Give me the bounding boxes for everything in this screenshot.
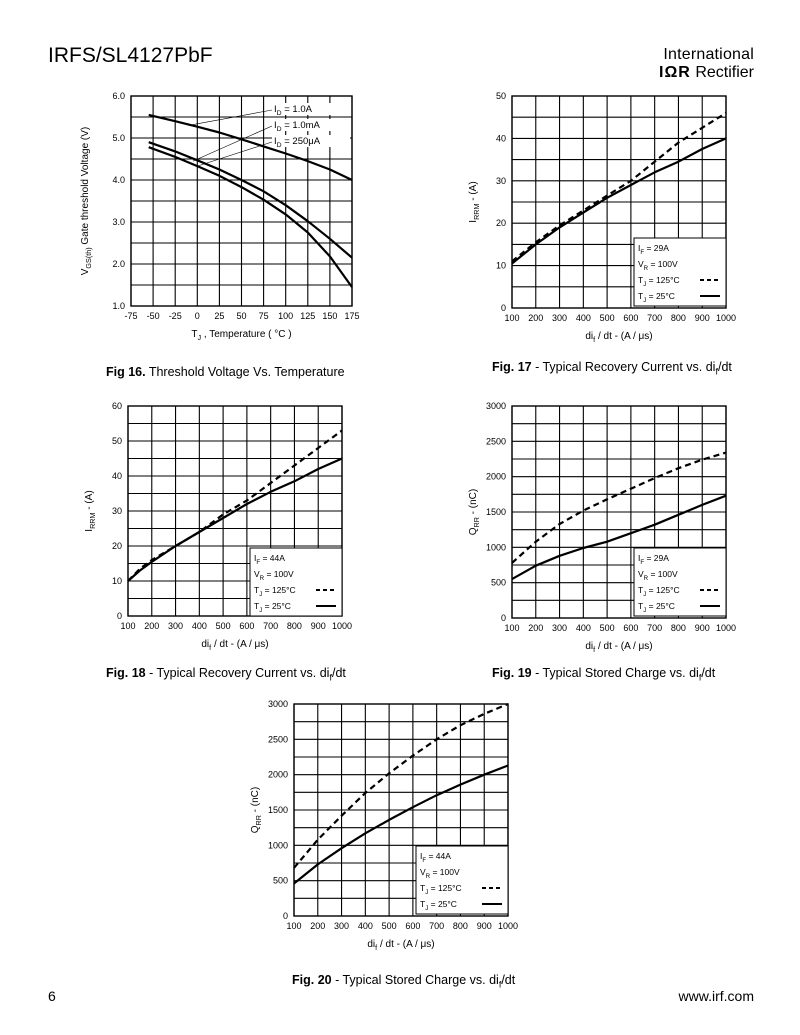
caption-fig17-sub: f (715, 366, 718, 377)
chart-fig19 (460, 396, 750, 661)
fig18-xtick-label: 500 (215, 621, 231, 631)
chart-fig17 (460, 86, 750, 351)
fig19-ytick-label: 1000 (485, 542, 506, 553)
fig19-ylabel: $Q_{RR} - (nC)$ (468, 488, 481, 536)
fig17-ytick-label: 50 (495, 91, 506, 101)
fig20-xtick-label: 700 (429, 921, 445, 931)
fig18-xtick-label: 900 (310, 621, 326, 631)
chart-fig16 (76, 86, 366, 346)
fig18-legend-entry-2: $T_J = 125^\circ C$ (254, 585, 296, 598)
fig16-xtick-label: 100 (278, 311, 294, 321)
fig18-ytick-label: 50 (111, 436, 122, 446)
brand-line1: International (663, 46, 754, 63)
fig20-legend-entry-3: $T_J = 25^\circ C$ (420, 899, 457, 912)
fig17-legend-entry-3: $T_J = 25^\circ C$ (638, 291, 675, 304)
caption-fig19-end: /dt (701, 666, 716, 680)
caption-fig18-text: - Typical Recovery Current vs. di (145, 666, 330, 680)
fig17-xtick-label: 200 (528, 313, 544, 323)
fig16-xtick-label: -25 (168, 311, 182, 321)
fig19-ytick-label: 2000 (485, 471, 506, 482)
fig18-legend-entry-3: $T_J = 25^\circ C$ (254, 601, 291, 614)
fig18-xtick-label: 100 (120, 621, 136, 631)
fig19-xtick-label: 300 (552, 623, 568, 633)
fig18-ytick-label: 10 (111, 576, 122, 586)
caption-fig20-end: /dt (501, 973, 516, 987)
fig17-xtick-label: 500 (599, 313, 615, 323)
fig20-xtick-label: 100 (286, 921, 302, 931)
fig17-xtick-label: 1000 (715, 313, 737, 323)
fig16-ytick-label: 1.0 (112, 301, 125, 311)
fig19-legend-entry-3: $T_J = 25^\circ C$ (638, 601, 675, 614)
caption-fig20-prefix: Fig. 20 (292, 973, 332, 987)
caption-fig17 (492, 360, 732, 377)
page-number: 6 (48, 988, 56, 1004)
fig20-xtick-label: 600 (405, 921, 421, 931)
fig18-xtick-label: 800 (286, 621, 302, 631)
fig19-legend-entry-1: $V_R = 100V$ (638, 569, 678, 582)
caption-fig16-prefix: Fig 16. (106, 365, 146, 379)
fig16-xtick-label: 150 (322, 311, 338, 321)
fig19-xtick-label: 800 (670, 623, 686, 633)
fig18-xlabel: $di_f$ / dt - (A / μs) (201, 639, 269, 652)
fig17-ytick-label: 10 (495, 260, 506, 271)
fig20-xtick-label: 400 (357, 921, 373, 931)
fig18-ytick-label: 0 (116, 611, 122, 621)
fig20-xtick-label: 900 (476, 921, 492, 931)
caption-fig19-text: - Typical Stored Charge vs. di (531, 666, 699, 680)
fig19-xtick-label: 900 (694, 623, 710, 633)
fig20-ytick-label: 2500 (267, 734, 288, 745)
fig16-ytick-label: 5.0 (112, 133, 125, 143)
fig18-legend-entry-1: $V_R = 100V$ (254, 569, 294, 582)
fig16-xtick-label: -75 (124, 311, 138, 321)
fig19-ytick-label: 0 (500, 613, 506, 623)
fig19-ytick-label: 500 (490, 577, 506, 588)
caption-fig18-sub: f (329, 672, 332, 683)
fig18-ytick-label: 20 (111, 541, 122, 551)
fig19-xtick-label: 200 (528, 623, 544, 633)
fig16-ytick-label: 6.0 (112, 91, 125, 101)
fig18-xtick-label: 300 (168, 621, 184, 631)
chart-fig18 (76, 396, 366, 661)
fig16-xtick-label: 50 (236, 311, 247, 321)
fig17-legend-entry-1: $V_R = 100V$ (638, 259, 678, 272)
fig17-ytick-label: 20 (495, 218, 506, 229)
fig18-ytick-label: 30 (111, 506, 122, 516)
fig20-xtick-label: 1000 (497, 921, 519, 931)
fig19-xtick-label: 700 (647, 623, 663, 633)
fig16-ytick-label: 4.0 (112, 175, 125, 185)
fig20-xtick-label: 300 (334, 921, 350, 931)
brand-logo-mark: IΩR (659, 64, 691, 81)
fig18-ytick-label: 40 (111, 471, 122, 481)
fig18-xtick-label: 700 (263, 621, 279, 631)
fig17-xtick-label: 600 (623, 313, 639, 323)
caption-fig16-text: Threshold Voltage Vs. Temperature (148, 365, 345, 379)
caption-fig19-prefix: Fig. 19 (492, 666, 532, 680)
fig18-xtick-label: 200 (144, 621, 160, 631)
brand-logo (659, 46, 754, 82)
fig19-xtick-label: 600 (623, 623, 639, 633)
fig20-xtick-label: 200 (310, 921, 326, 931)
fig20-xtick-label: 500 (381, 921, 397, 931)
fig17-xtick-label: 800 (670, 313, 686, 323)
caption-fig20-text: - Typical Stored Charge vs. di (331, 973, 499, 987)
caption-fig17-prefix: Fig. 17 (492, 360, 532, 374)
part-number-title: IRFS/SL4127PbF (48, 44, 213, 67)
caption-fig18-end: /dt (331, 666, 346, 680)
fig17-xtick-label: 100 (504, 313, 520, 323)
fig16-series-line-2 (149, 147, 352, 287)
fig16-series-label-0: $I_D = 1.0A$ (274, 104, 312, 117)
fig18-legend-entry-0: $I_F = 44A$ (254, 553, 285, 566)
fig16-xlabel: $T_J$ , Temperature ( °C ) (191, 329, 292, 342)
fig20-ylabel: $Q_{RR} - (nC)$ (250, 786, 263, 834)
fig20-ytick-label: 1500 (267, 805, 288, 815)
fig17-legend-entry-0: $I_F = 29A$ (638, 243, 669, 256)
fig16-ytick-label: 2.0 (112, 259, 125, 269)
fig19-xtick-label: 500 (599, 623, 615, 633)
fig19-ytick-label: 3000 (485, 401, 506, 411)
fig20-series-line-0 (294, 704, 508, 868)
fig17-ytick-label: 30 (495, 175, 506, 186)
fig19-ytick-label: 1500 (485, 507, 506, 517)
fig19-legend-entry-0: $I_F = 29A$ (638, 553, 669, 566)
fig19-xtick-label: 100 (504, 623, 520, 633)
fig17-ytick-label: 40 (495, 133, 506, 144)
fig20-legend-entry-2: $T_J = 125^\circ C$ (420, 883, 462, 896)
brand-line2: Rectifier (695, 64, 754, 81)
fig20-ytick-label: 500 (272, 875, 288, 886)
fig16-leader-line (193, 126, 272, 161)
caption-fig16 (106, 365, 345, 379)
caption-fig17-end: /dt (717, 360, 732, 374)
caption-fig18 (106, 666, 346, 683)
fig17-xtick-label: 700 (647, 313, 663, 323)
fig19-ytick-label: 2500 (485, 436, 506, 447)
fig18-ylabel: $I_{RRM} - (A)$ (84, 490, 97, 532)
fig16-leader-line (188, 110, 272, 125)
caption-fig19 (492, 666, 715, 683)
chart-fig20 (240, 694, 530, 959)
caption-fig17-text: - Typical Recovery Current vs. di (531, 360, 716, 374)
fig17-xtick-label: 900 (694, 313, 710, 323)
fig17-xlabel: $di_f$ / dt - (A / μs) (585, 331, 653, 344)
fig17-ytick-label: 0 (500, 303, 506, 313)
caption-fig18-prefix: Fig. 18 (106, 666, 146, 680)
fig16-series-label-2: $I_D = 250\mu A$ (274, 136, 321, 149)
fig17-xtick-label: 400 (575, 313, 591, 323)
fig16-ylabel: $V_{GS(th)}$ Gate threshold Voltage (V) (80, 126, 93, 276)
caption-fig20-sub: f (498, 979, 502, 990)
fig18-xtick-label: 400 (191, 621, 207, 631)
fig20-ytick-label: 1000 (267, 840, 288, 851)
fig16-xtick-label: 175 (344, 311, 360, 321)
fig19-legend-entry-2: $T_J = 125^\circ C$ (638, 585, 680, 598)
website-link[interactable]: www.irf.com (678, 988, 754, 1004)
fig16-xtick-label: 25 (214, 311, 225, 321)
fig18-xtick-label: 1000 (331, 621, 353, 631)
fig17-ylabel: $I_{RRM} - (A)$ (468, 181, 481, 223)
fig20-ytick-label: 0 (282, 911, 288, 921)
caption-fig19-sub: f (698, 672, 702, 683)
fig20-xlabel: $di_f$ / dt - (A / μs) (367, 939, 435, 952)
fig17-legend-entry-2: $T_J = 125^\circ C$ (638, 275, 680, 288)
fig16-xtick-label: -50 (146, 311, 160, 321)
fig19-xtick-label: 1000 (715, 623, 737, 633)
fig20-ytick-label: 2000 (267, 769, 288, 780)
caption-fig20 (292, 973, 515, 990)
fig20-legend-entry-0: $I_F = 44A$ (420, 851, 451, 864)
fig19-xtick-label: 400 (575, 623, 591, 633)
fig18-xtick-label: 600 (239, 621, 255, 631)
fig18-ytick-label: 60 (111, 401, 122, 411)
fig16-series-label-1: $I_D = 1.0mA$ (274, 120, 320, 133)
fig16-xtick-label: 0 (194, 311, 200, 321)
fig20-ytick-label: 3000 (267, 699, 288, 709)
fig20-legend-entry-1: $V_R = 100V$ (420, 867, 460, 880)
fig19-xlabel: $di_f$ / dt - (A / μs) (585, 641, 653, 654)
fig20-xtick-label: 800 (452, 921, 468, 931)
fig16-xtick-label: 75 (258, 311, 269, 321)
fig17-xtick-label: 300 (552, 313, 568, 323)
fig16-xtick-label: 125 (300, 311, 316, 321)
fig16-ytick-label: 3.0 (112, 217, 125, 227)
